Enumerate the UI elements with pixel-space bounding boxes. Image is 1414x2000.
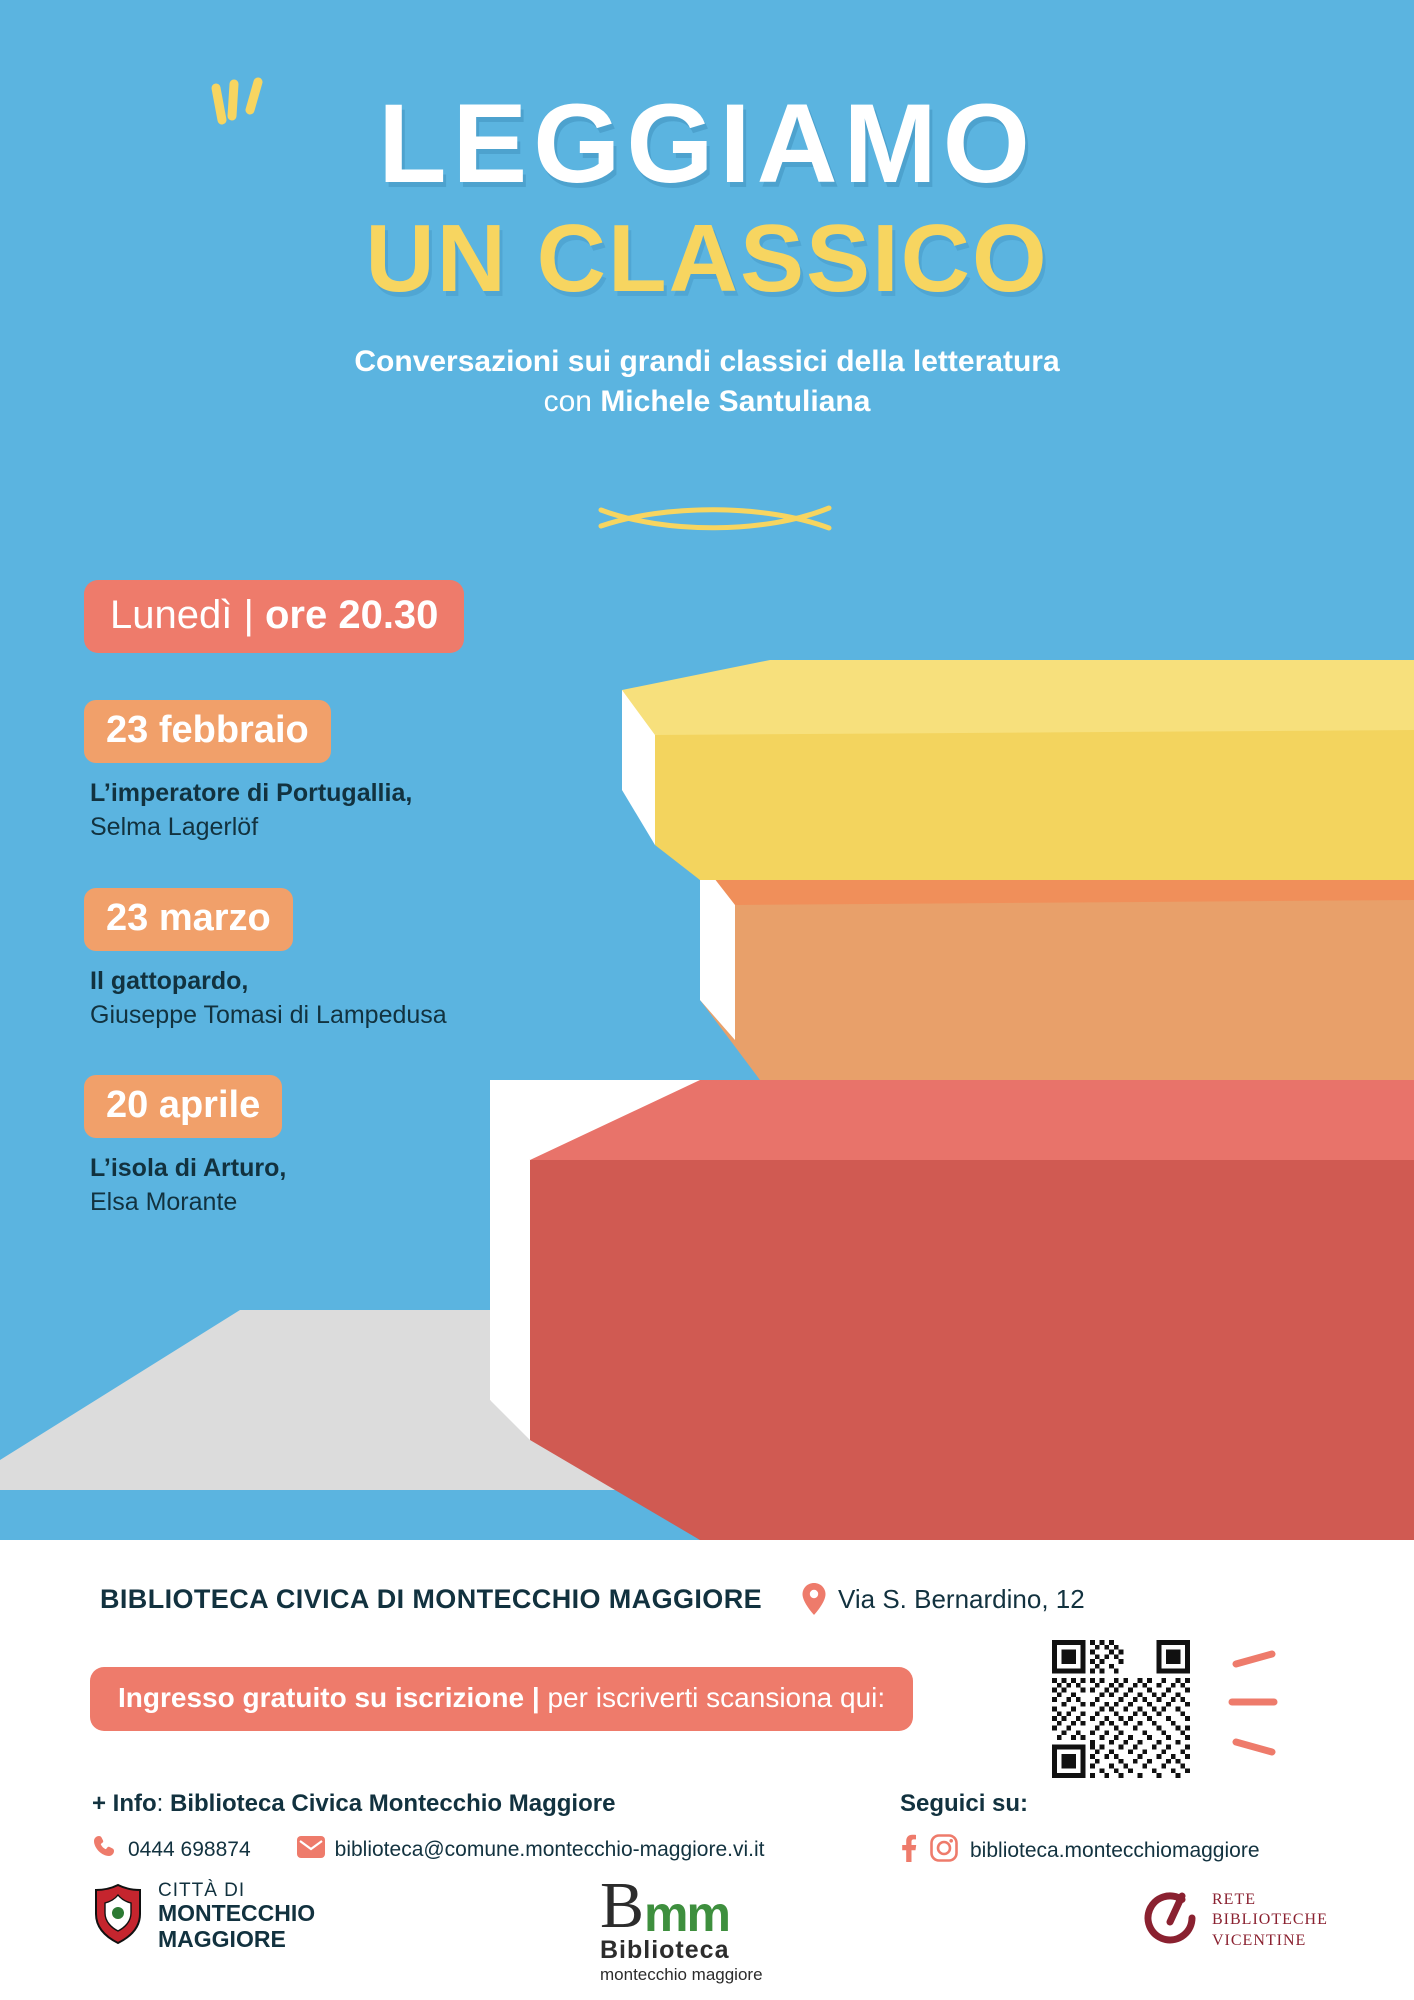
info-block [92,1790,765,1866]
phone-contact[interactable] [92,1834,251,1866]
library-logo [600,1869,763,1985]
registration-bold: Ingresso gratuito su iscrizione | [118,1682,548,1713]
time-pill [84,580,464,653]
qr-accent-dashes-icon [1222,1650,1302,1760]
tagline-text: Conversazioni sui grandi classici della letteratura [354,344,1060,378]
instagram-icon[interactable] [930,1834,958,1868]
info-title [92,1790,765,1818]
facebook-icon[interactable] [900,1834,918,1868]
venue-address: Via S. Bernardino, 12 [838,1583,1085,1614]
follow-block [900,1790,1260,1868]
info-label: + Info [92,1790,157,1817]
rbv-circle-icon [1140,1888,1200,1953]
time-day: Lunedì | [110,593,265,637]
speaker-name: Michele Santuliana [600,385,871,419]
date-pill: 23 febbraio [84,700,331,763]
follow-title: Seguici su: [900,1790,1029,1817]
venue-name: BIBLIOTECA CIVICA DI MONTECCHIO MAGGIORE [100,1583,762,1614]
schedule-entry [84,700,412,845]
library-logo-b: B [600,1869,645,1942]
envelope-icon [297,1836,325,1864]
phone-number: 0444 698874 [128,1838,251,1861]
info-contacts [92,1834,765,1866]
book-title: Il gattopardo, [90,967,249,995]
city-line-3: MAGGIORE [158,1926,286,1953]
info-value: Biblioteca Civica Montecchio Maggiore [170,1790,616,1817]
network-line-3: VICENTINE [1212,1931,1307,1949]
city-logo [92,1880,315,1953]
title-line-1: LEGGIAMO [378,81,1036,206]
book-title: L’imperatore di Portugallia, [90,779,413,807]
social-handle: biblioteca.montecchiomaggiore [970,1839,1260,1862]
email-address: biblioteca@comune.montecchio-maggiore.vi.it [334,1838,765,1861]
poster-tagline [0,342,1414,423]
book-author: Giuseppe Tomasi di Lampedusa [90,1000,447,1029]
network-logo [1140,1888,1328,1953]
library-logo-text [600,1936,763,1985]
phone-icon [92,1834,118,1866]
email-contact[interactable] [297,1836,765,1864]
info-separator: : [156,1790,171,1817]
library-line-2: montecchio maggiore [600,1965,763,1985]
library-logo-mark [600,1869,763,1943]
speaker-line [0,382,1414,423]
book-info [90,1152,286,1220]
network-logo-text [1212,1890,1328,1951]
schedule-entry [84,1075,286,1220]
book-info [90,965,447,1033]
follow-row [900,1834,1260,1868]
city-line-2: MONTECCHIO [158,1900,316,1927]
date-pill: 20 aprile [84,1075,282,1138]
spark-lines-icon [210,70,300,150]
date-pill: 23 marzo [84,888,293,951]
title-line-2: UN CLASSICO [365,205,1049,312]
city-crest-icon [92,1883,144,1950]
location-pin-icon [802,1583,826,1615]
registration-rest: per iscriverti scansiona qui: [547,1682,886,1713]
logo-row [0,1870,1414,1990]
book-title: L’isola di Arturo, [90,1154,287,1182]
city-logo-text [158,1880,315,1953]
registration-pill [90,1667,913,1731]
speaker-prefix: con [543,385,601,419]
network-line-2: BIBLIOTECHE [1212,1911,1328,1929]
book-info [90,777,412,845]
library-logo-mm: mm [644,1886,729,1943]
book-author: Selma Lagerlöf [90,812,259,841]
qr-code[interactable] [1052,1640,1190,1778]
network-line-1: RETE [1212,1890,1256,1908]
venue-row [100,1583,1085,1615]
schedule-entry [84,888,447,1033]
book-author: Elsa Morante [90,1187,238,1216]
time-hour: ore 20.30 [264,593,439,637]
city-line-1: CITTÀ DI [158,1880,246,1901]
library-line-1: Biblioteca [600,1936,730,1965]
underline-squiggle-icon [595,500,835,540]
